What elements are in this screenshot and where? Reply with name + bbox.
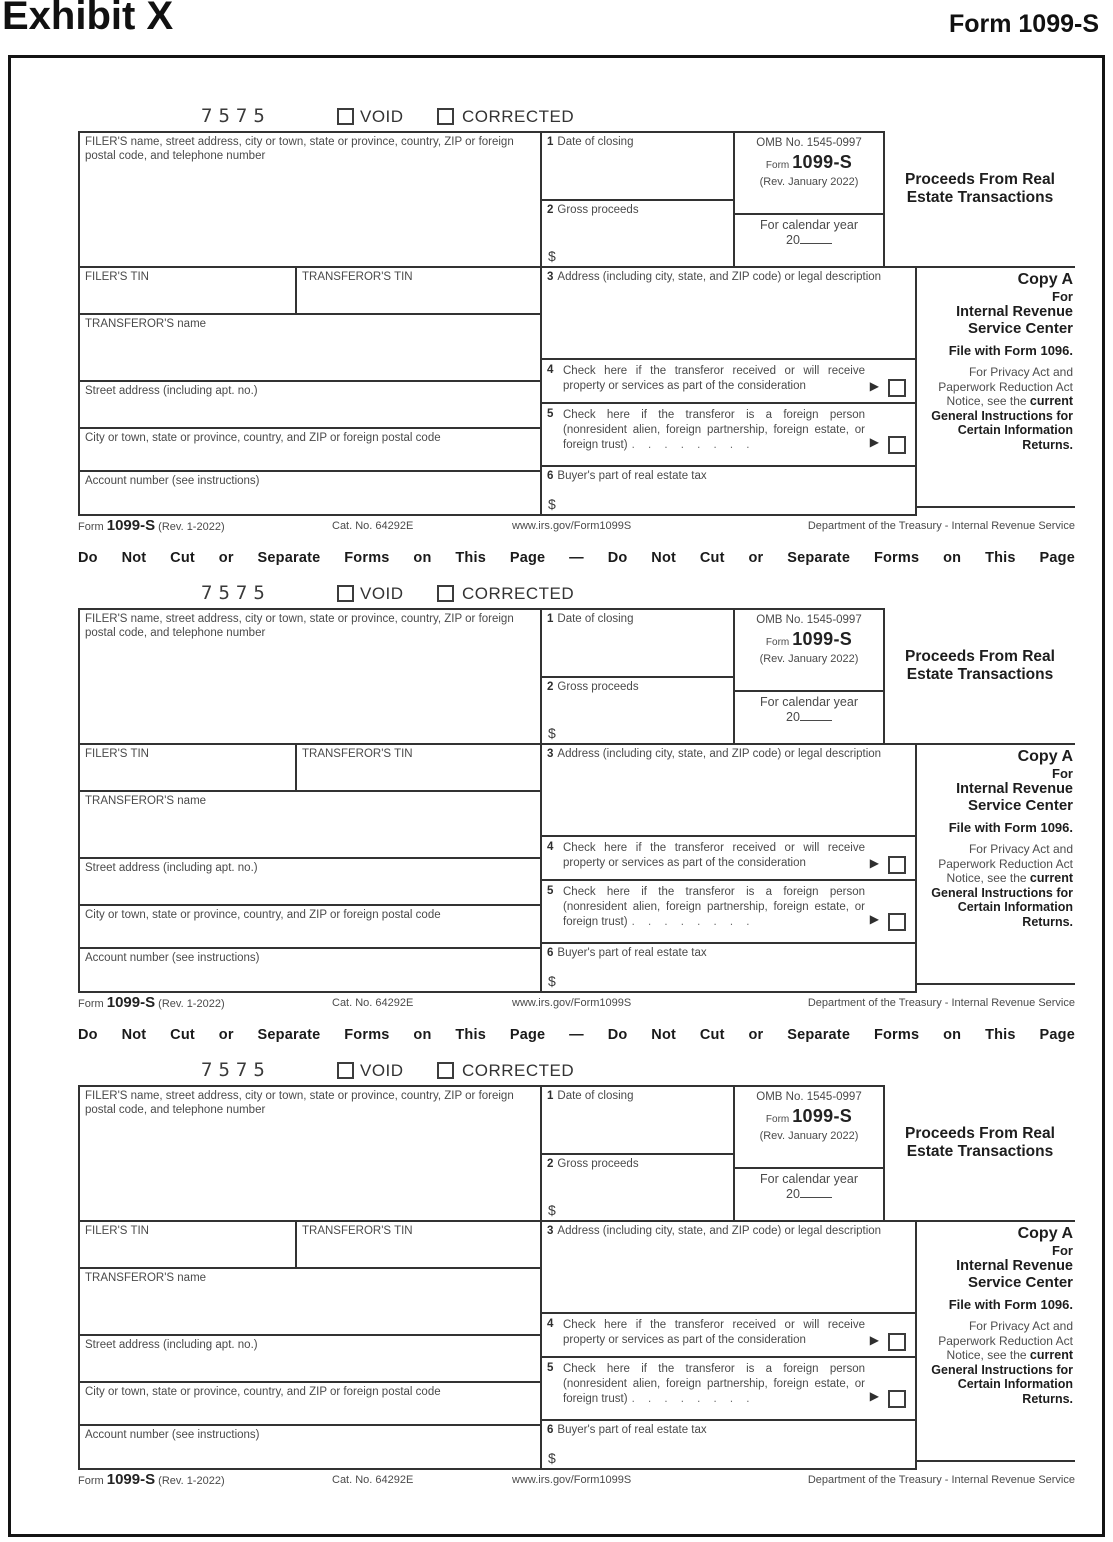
box2-gross-proceeds-field[interactable] [540,199,733,266]
city-state-zip-field[interactable] [78,904,540,947]
omb-box [733,608,885,690]
box1-number: 1 [547,136,554,148]
form-grid [78,608,1075,993]
copy-a-for: For [1052,1243,1073,1258]
calendar-year-prefix: 20 [786,709,800,724]
transferor-name-field[interactable] [78,1267,540,1334]
box5-foreign-person-check [540,879,917,942]
omb-form-word: Form [765,636,790,648]
do-not-cut-separator: Do Not Cut or Separate Forms on This Page — Do Not Cut or Separate Forms on This Page [78,550,1075,566]
box4-property-services-check [540,358,917,402]
footer-form-revision: (Rev. 1-2022) [158,521,225,533]
box4-label: Check here if the transferor received or will receive property or services as part of the consideration [563,1319,865,1346]
void-checkbox[interactable] [337,585,354,602]
box1-date-of-closing-field[interactable] [540,1085,733,1153]
irs-url: www.irs.gov/Form1099S [512,520,632,532]
omb-number: OMB No. 1545-0997 [756,1091,862,1103]
void-checkbox[interactable] [337,1062,354,1079]
calendar-year-box[interactable] [733,1167,885,1220]
treasury-department-label: Department of the Treasury - Internal Revenue Service [807,997,1075,1009]
street-address-label: Street address (including apt. no.) [85,1339,258,1351]
void-checkbox[interactable] [337,108,354,125]
calendar-year-prefix: 20 [786,1186,800,1201]
box3-label: Address (including city, state, and ZIP code) or legal description [557,271,882,283]
void-label: VOID [360,584,404,603]
box1-label: Date of closing [557,613,634,625]
omb-form-line [740,628,878,650]
form-title-line1: Proceeds From Real [905,1125,1055,1142]
footer-form-word: Form [78,1475,104,1487]
box6-buyers-real-estate-tax-field[interactable] [540,1419,917,1470]
box1-label: Date of closing [557,1090,634,1102]
box4-checkbox[interactable] [888,1333,906,1351]
box2-number: 2 [547,1158,554,1170]
account-number-field[interactable] [78,947,540,993]
form-title-line2: Estate Transactions [906,1143,1054,1160]
copy-a-title: Copy A [1017,748,1073,765]
corrected-label: CORRECTED [462,584,575,603]
transferor-name-label: TRANSFEROR'S name [85,795,207,807]
copy-a-for: For [1052,289,1073,304]
box6-number: 6 [547,1424,554,1436]
box2-number: 2 [547,204,554,216]
privacy-act-bold-text: current General Instructions for Certain Information Returns. [931,871,1073,929]
box3-label: Address (including city, state, and ZIP code) or legal description [557,1225,882,1237]
box2-label: Gross proceeds [557,1158,639,1170]
transferor-tin-field[interactable] [295,266,540,313]
account-number-field[interactable] [78,470,540,516]
footer-form-id [78,1471,225,1488]
omb-form-number: 1099-S [792,1105,853,1126]
filer-tin-field[interactable] [78,266,295,313]
box4-property-services-check [540,835,917,879]
box6-number: 6 [547,947,554,959]
form-grid [78,131,1075,516]
calendar-year-entry [740,233,878,248]
city-state-zip-label: City or town, state or province, country, and ZIP or foreign postal code [85,909,441,921]
treasury-department-label: Department of the Treasury - Internal Revenue Service [807,1474,1075,1486]
box2-number: 2 [547,681,554,693]
box4-checkbox[interactable] [888,379,906,397]
copy-a-title: Copy A [1017,271,1073,288]
transferor-tin-field[interactable] [295,1220,540,1267]
filer-tin-label: FILER'S TIN [85,271,149,283]
transferor-tin-field[interactable] [295,743,540,790]
do-not-cut-separator: Do Not Cut or Separate Forms on This Page — Do Not Cut or Separate Forms on This Page [78,1027,1075,1043]
box4-checkbox[interactable] [888,856,906,874]
calendar-year-box[interactable] [733,213,885,266]
form-1099s-copy-a [78,105,1075,540]
box5-checkbox[interactable] [888,1390,906,1408]
calendar-year-label: For calendar year [760,1172,858,1186]
copy-a-irs-line2: Service Center [967,320,1073,337]
box5-arrow-icon: ▶ [869,1388,879,1403]
omb-revision: (Rev. January 2022) [759,176,859,188]
filer-name-address-field[interactable] [78,131,540,266]
corrected-checkbox[interactable] [437,108,454,125]
copy-a-irs-line2: Service Center [967,797,1073,814]
box6-buyers-real-estate-tax-field[interactable] [540,465,917,516]
box5-label [563,408,865,453]
box3-number: 3 [547,1225,554,1237]
box1-number: 1 [547,613,554,625]
account-number-field[interactable] [78,1424,540,1470]
box6-number: 6 [547,470,554,482]
copy-a-irs-line1: Internal Revenue [956,781,1073,797]
transferor-tin-label: TRANSFEROR'S TIN [302,271,413,283]
omb-form-line [740,151,878,173]
street-address-field[interactable] [78,380,540,427]
city-state-zip-label: City or town, state or province, country, and ZIP or foreign postal code [85,1386,441,1398]
omb-form-number: 1099-S [792,151,853,172]
print-control-code: 7575 [201,105,271,127]
box5-arrow-icon: ▶ [869,434,879,449]
box4-label: Check here if the transferor received or will receive property or services as part of the consideration [563,842,865,869]
omb-revision: (Rev. January 2022) [759,1130,859,1142]
form-title-line2: Estate Transactions [906,666,1054,683]
form-code-line [78,1059,1075,1085]
footer-form-number: 1099-S [106,1471,156,1488]
street-address-field[interactable] [78,1334,540,1381]
box4-arrow-icon: ▶ [869,1332,879,1347]
box6-dollar-sign: $ [548,1449,556,1466]
box1-label: Date of closing [557,136,634,148]
box5-label-text: Check here if the transferor is a foreign person (nonresident alien, foreign partnership, foreign estate, or foreign trust) [563,886,865,928]
box3-number: 3 [547,271,554,283]
calendar-year-blank[interactable] [800,233,832,244]
transferor-name-label: TRANSFEROR'S name [85,1272,207,1284]
footer-form-number: 1099-S [106,517,156,534]
filer-name-address-label: FILER'S name, street address, city or town, state or province, country, ZIP or foreign postal code, and telephone number [85,1090,514,1116]
privacy-act-bold-text: current General Instructions for Certain Information Returns. [931,1348,1073,1406]
filer-tin-label: FILER'S TIN [85,1225,149,1237]
filer-tin-label: FILER'S TIN [85,748,149,760]
box5-number: 5 [547,1362,554,1374]
calendar-year-blank[interactable] [800,710,832,721]
filer-tin-field[interactable] [78,743,295,790]
box6-label: Buyer's part of real estate tax [557,470,707,482]
box6-dollar-sign: $ [548,495,556,512]
box3-number: 3 [547,748,554,760]
print-control-code: 7575 [201,582,271,604]
box2-dollar-sign: $ [548,1201,556,1218]
document-header [0,0,1113,55]
privacy-act-notice [923,842,1073,929]
form-title [885,648,1075,684]
calendar-year-entry [740,1187,878,1202]
box6-label: Buyer's part of real estate tax [557,1424,707,1436]
copy-a-for: For [1052,766,1073,781]
corrected-label: CORRECTED [462,1061,575,1080]
box5-dot-leaders: . . . . . . . . [631,439,755,451]
corrected-checkbox[interactable] [437,585,454,602]
copy-a-irs-line1: Internal Revenue [956,1258,1073,1274]
form-sheet [8,55,1105,1537]
city-state-zip-label: City or town, state or province, country, and ZIP or foreign postal code [85,432,441,444]
transferor-name-label: TRANSFEROR'S name [85,318,207,330]
print-control-code: 7575 [201,1059,271,1081]
forms-container [78,105,1075,1494]
footer-form-revision: (Rev. 1-2022) [158,998,225,1010]
box5-foreign-person-check [540,402,917,465]
copy-a-irs-line2: Service Center [967,1274,1073,1291]
calendar-year-label: For calendar year [760,695,858,709]
corrected-checkbox[interactable] [437,1062,454,1079]
footer-form-word: Form [78,998,104,1010]
exhibit-title: Exhibit X [2,0,174,38]
form-title-line1: Proceeds From Real [905,171,1055,188]
box5-foreign-person-check [540,1356,917,1419]
box4-number: 4 [547,364,554,376]
transferor-tin-label: TRANSFEROR'S TIN [302,748,413,760]
form-title-line1: Proceeds From Real [905,648,1055,665]
void-label: VOID [360,107,404,126]
file-with-form-1096: File with Form 1096. [948,343,1073,358]
box4-number: 4 [547,1318,554,1330]
form-title-line2: Estate Transactions [906,189,1054,206]
account-number-label: Account number (see instructions) [85,952,260,964]
box4-arrow-icon: ▶ [869,378,879,393]
omb-box [733,131,885,213]
filer-tin-field[interactable] [78,1220,295,1267]
transferor-name-field[interactable] [78,313,540,380]
box5-checkbox[interactable] [888,913,906,931]
footer-form-word: Form [78,521,104,533]
catalog-number: Cat. No. 64292E [332,1474,414,1486]
street-address-field[interactable] [78,857,540,904]
omb-number: OMB No. 1545-0997 [756,614,862,626]
city-state-zip-field[interactable] [78,1381,540,1424]
corrected-label: CORRECTED [462,107,575,126]
privacy-act-notice [923,365,1073,452]
calendar-year-box[interactable] [733,690,885,743]
calendar-year-prefix: 20 [786,232,800,247]
box1-date-of-closing-field[interactable] [540,608,733,676]
copy-a-block [917,743,1075,985]
box2-gross-proceeds-field[interactable] [540,1153,733,1220]
box5-label [563,885,865,930]
footer-form-number: 1099-S [106,994,156,1011]
calendar-year-blank[interactable] [800,1187,832,1198]
box5-label-text: Check here if the transferor is a foreign person (nonresident alien, foreign partnership, foreign estate, or foreign trust) [563,409,865,451]
omb-form-number: 1099-S [792,628,853,649]
omb-form-word: Form [765,1113,790,1125]
header-form-label: Form 1099-S [948,10,1099,38]
calendar-year-entry [740,710,878,725]
form-footer [78,517,1075,540]
catalog-number: Cat. No. 64292E [332,520,414,532]
calendar-year-label: For calendar year [760,218,858,232]
box4-property-services-check [540,1312,917,1356]
box5-checkbox[interactable] [888,436,906,454]
box5-label [563,1362,865,1407]
street-address-label: Street address (including apt. no.) [85,862,258,874]
file-with-form-1096: File with Form 1096. [948,1297,1073,1312]
city-state-zip-field[interactable] [78,427,540,470]
privacy-act-notice [923,1319,1073,1406]
catalog-number: Cat. No. 64292E [332,997,414,1009]
box5-dot-leaders: . . . . . . . . [631,1393,755,1405]
box4-arrow-icon: ▶ [869,855,879,870]
file-with-form-1096: File with Form 1096. [948,820,1073,835]
box4-number: 4 [547,841,554,853]
omb-form-word: Form [765,159,790,171]
omb-form-line [740,1105,878,1127]
box3-address-legal-description-field[interactable] [540,743,917,835]
privacy-act-bold-text: current General Instructions for Certain Information Returns. [931,394,1073,452]
footer-form-revision: (Rev. 1-2022) [158,1475,225,1487]
form-code-line [78,105,1075,131]
box3-address-legal-description-field[interactable] [540,1220,917,1312]
privacy-act-text: For Privacy Act and Paperwork Reduction Act Notice, see the [938,842,1073,885]
box2-gross-proceeds-field[interactable] [540,676,733,743]
transferor-tin-label: TRANSFEROR'S TIN [302,1225,413,1237]
filer-name-address-label: FILER'S name, street address, city or town, state or province, country, ZIP or foreign postal code, and telephone number [85,613,514,639]
footer-form-id [78,994,225,1011]
transferor-name-field[interactable] [78,790,540,857]
form-1099s-copy-a [78,1059,1075,1494]
irs-url: www.irs.gov/Form1099S [512,997,632,1009]
form-grid [78,1085,1075,1470]
box5-arrow-icon: ▶ [869,911,879,926]
box4-label: Check here if the transferor received or will receive property or services as part of the consideration [563,365,865,392]
form-code-line [78,582,1075,608]
privacy-act-text: For Privacy Act and Paperwork Reduction Act Notice, see the [938,365,1073,408]
box6-label: Buyer's part of real estate tax [557,947,707,959]
filer-name-address-field[interactable] [78,1085,540,1220]
irs-url: www.irs.gov/Form1099S [512,1474,632,1486]
copy-a-block [917,266,1075,508]
form-title [885,1125,1075,1161]
street-address-label: Street address (including apt. no.) [85,385,258,397]
void-label: VOID [360,1061,404,1080]
form-footer [78,994,1075,1017]
footer-form-id [78,517,225,534]
copy-a-title: Copy A [1017,1225,1073,1242]
box1-number: 1 [547,1090,554,1102]
box6-buyers-real-estate-tax-field[interactable] [540,942,917,993]
box3-address-legal-description-field[interactable] [540,266,917,358]
filer-name-address-field[interactable] [78,608,540,743]
account-number-label: Account number (see instructions) [85,475,260,487]
box5-number: 5 [547,885,554,897]
omb-number: OMB No. 1545-0997 [756,137,862,149]
box5-number: 5 [547,408,554,420]
box2-dollar-sign: $ [548,724,556,741]
privacy-act-text: For Privacy Act and Paperwork Reduction Act Notice, see the [938,1319,1073,1362]
filer-name-address-label: FILER'S name, street address, city or town, state or province, country, ZIP or foreign postal code, and telephone number [85,136,514,162]
form-1099s-copy-a [78,582,1075,1017]
omb-revision: (Rev. January 2022) [759,653,859,665]
treasury-department-label: Department of the Treasury - Internal Revenue Service [807,520,1075,532]
copy-a-irs-line1: Internal Revenue [956,304,1073,320]
account-number-label: Account number (see instructions) [85,1429,260,1441]
box1-date-of-closing-field[interactable] [540,131,733,199]
omb-box [733,1085,885,1167]
form-footer [78,1471,1075,1494]
copy-a-block [917,1220,1075,1462]
box6-dollar-sign: $ [548,972,556,989]
box5-dot-leaders: . . . . . . . . [631,916,755,928]
form-title [885,171,1075,207]
box2-label: Gross proceeds [557,204,639,216]
box3-label: Address (including city, state, and ZIP code) or legal description [557,748,882,760]
box5-label-text: Check here if the transferor is a foreign person (nonresident alien, foreign partnership, foreign estate, or foreign trust) [563,1363,865,1405]
box2-label: Gross proceeds [557,681,639,693]
box2-dollar-sign: $ [548,247,556,264]
